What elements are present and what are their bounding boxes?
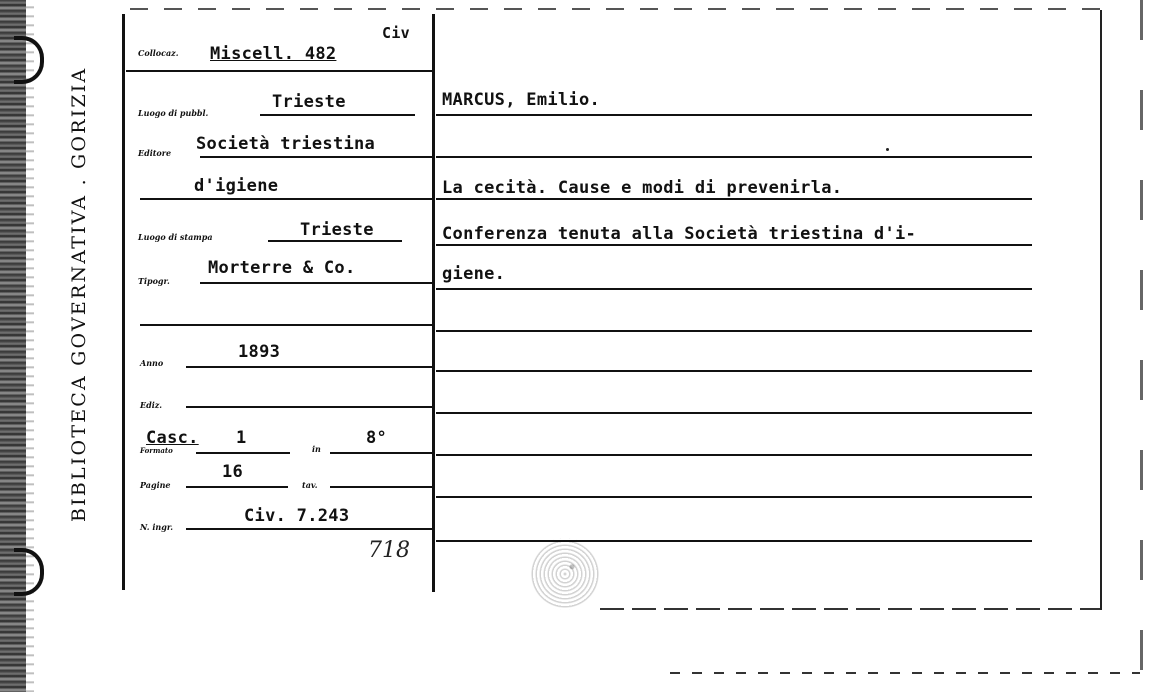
formato-prefix: Casc.	[146, 428, 199, 448]
title-line-1: La cecità. Cause e modi di prevenirla.	[442, 178, 843, 198]
card-border-top	[130, 8, 1110, 10]
formato-volumes: 1	[236, 428, 247, 448]
title-line-3: giene.	[442, 264, 506, 284]
pagine-value: 16	[222, 462, 244, 482]
collocazione-suffix: Civ	[382, 24, 410, 42]
rule-pagine	[186, 486, 288, 488]
rule-right-6	[436, 330, 1032, 332]
left-rule	[122, 14, 125, 590]
rule-right-3	[436, 198, 1032, 200]
handwritten-number: 718	[368, 538, 410, 563]
ingresso-value: Civ. 7.243	[244, 506, 350, 526]
rule-ingresso	[186, 528, 432, 530]
formato-in-label: in	[312, 444, 321, 454]
rule-anno	[186, 366, 432, 368]
tipografia-value: Morterre & Co.	[208, 258, 356, 278]
rule-right-1	[436, 114, 1032, 116]
rule-tavole	[330, 486, 432, 488]
tipografia-label: Tipogr.	[138, 276, 170, 286]
title-line-2: Conferenza tenuta alla Società triestina d'i-	[442, 224, 917, 244]
library-stamp-text: BIBLIOTECA GOVERNATIVA . GORIZIA	[68, 66, 90, 522]
binding-clip-bottom	[14, 548, 44, 596]
editore-value-2: d'igiene	[194, 176, 279, 196]
rule-edizione	[186, 406, 432, 408]
rule-right-11	[436, 540, 1032, 542]
scan-dash-bottom	[670, 672, 1140, 674]
card-border-bottom	[600, 608, 1100, 610]
card-border-right	[1100, 10, 1102, 610]
pagine-label: Pagine	[140, 480, 171, 490]
rule-right-4	[436, 244, 1032, 246]
middle-rule	[432, 14, 435, 592]
edizione-label: Ediz.	[140, 400, 163, 410]
luogo-pubbl-value: Trieste	[272, 92, 346, 112]
binding-clip-top	[14, 36, 44, 84]
luogo-stampa-value: Trieste	[300, 220, 374, 240]
rule-formato-vol	[196, 452, 290, 454]
collocazione-label: Collocaz.	[138, 48, 179, 58]
luogo-stampa-label: Luogo di stampa	[138, 232, 213, 242]
ingresso-label: N. ingr.	[140, 522, 174, 532]
rule-luogo-pubbl	[260, 114, 415, 116]
collocazione-value: Miscell. 482	[210, 44, 337, 64]
rule-right-7	[436, 370, 1032, 372]
luogo-pubbl-label: Luogo di pubbl.	[138, 108, 209, 118]
scan-edge-right	[1140, 0, 1143, 692]
rule-editore	[200, 156, 432, 158]
rule-right-5	[436, 288, 1032, 290]
editore-value-1: Società triestina	[196, 134, 376, 154]
formato-size: 8°	[366, 428, 388, 448]
rule-luogo-stampa	[268, 240, 402, 242]
rule-editore-2	[140, 198, 432, 200]
rule-blank	[140, 324, 432, 326]
editore-label: Editore	[138, 148, 172, 158]
rule-right-8	[436, 412, 1032, 414]
rule-right-9	[436, 454, 1032, 456]
rule-right-10	[436, 496, 1032, 498]
author-heading: MARCUS, Emilio.	[442, 90, 601, 110]
rule-formato-size	[330, 452, 432, 454]
anno-label: Anno	[140, 358, 164, 368]
rule-right-2	[436, 156, 1032, 158]
formato-label: Formato	[140, 446, 173, 455]
rule-tipografia	[200, 282, 432, 284]
anno-value: 1893	[238, 342, 281, 362]
faded-stamp-mark	[530, 538, 600, 610]
rule-collocazione	[126, 70, 434, 72]
tavole-label: tav.	[302, 480, 318, 490]
scan-speck	[886, 148, 889, 151]
